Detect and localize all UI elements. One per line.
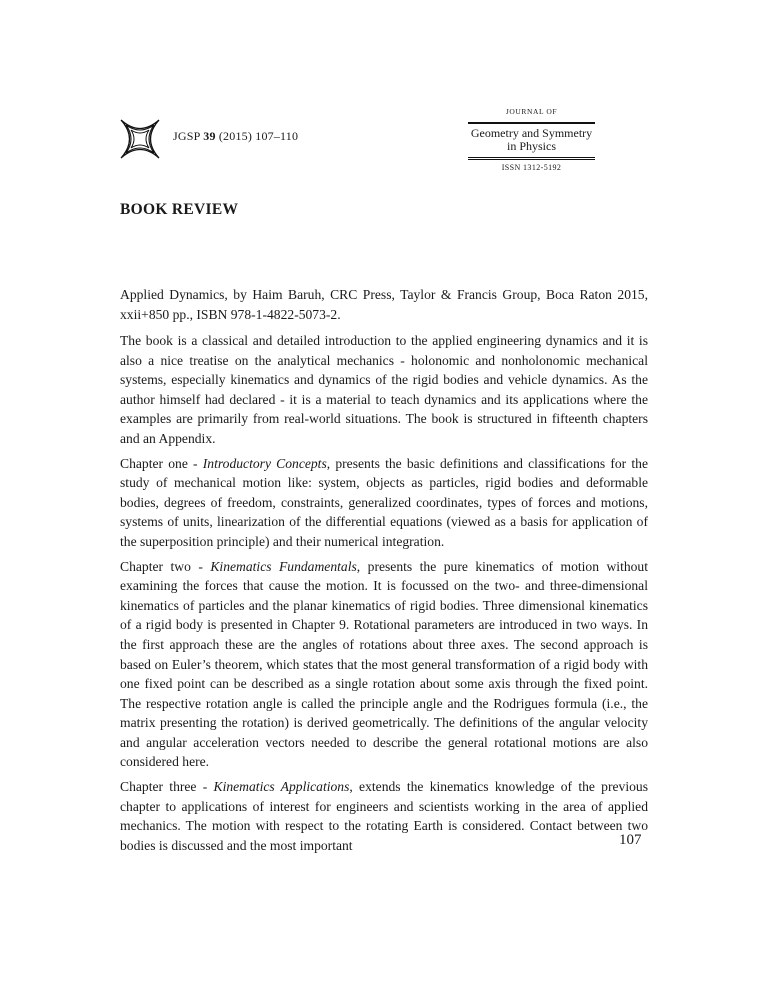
chapter-one-text: , presents the basic definitions and classifications for the study of mechanical motion like: system, objects as particles, rigid bodies and deformable bodies, degrees of freedom, constraints, generalized coordinates, types of forces and motions, systems of units, linearization of the differential equations (viewed as a basis for application of the superposition principle) and their numerical integration.: [120, 455, 648, 549]
journal-citation: [173, 129, 298, 144]
chapter-two-title: Kinematics Fundamentals: [210, 558, 357, 574]
review-body: [120, 331, 648, 860]
book-reference: Applied Dynamics, by Haim Baruh, CRC Press, Taylor & Francis Group, Boca Raton 2015, xxii+850 pp., ISBN 978-1-4822-5073-2.: [120, 287, 648, 322]
chapter-two-lead: Chapter two -: [120, 558, 211, 574]
section-title: BOOK REVIEW: [120, 201, 239, 218]
paragraph-chapter-one: [120, 454, 648, 552]
citation-prefix: JGSP: [173, 129, 201, 143]
page-number: 107: [619, 832, 642, 848]
journal-name-line2: in Physics: [506, 139, 556, 153]
journal-issn: ISSN 1312-5192: [501, 163, 562, 172]
chapter-two-text: , presents the pure kinematics of motion without examining the forces that cause the motion. It is focussed on the two- and three-dimensional kinematics of particles and the planar kinematics of rigid bodies. Three dimensional kinematics of a rigid body is presented in Chapter 9. Rotational parameters are introduced in two ways. In the first approach these are the angles of rotations about three axes. The second approach is based on Euler’s theorem, which states that the most general transformation of a rigid body with one fixed point can be described as a single rotation about some axis through the fixed point. The respective rotation angle is called the principle angle and the Rodrigues formula (i.e., the matrix presenting the rotation) is derived geometrically. The definitions of the angular velocity and angular acceleration vectors needed to describe the general rotational motions are also considered here.: [120, 558, 649, 770]
paragraph-chapter-two: [120, 557, 648, 773]
chapter-one-lead: Chapter one -: [120, 455, 203, 471]
journal-name-line1: Geometry and Symmetry: [470, 126, 593, 140]
paragraph-intro: The book is a classical and detailed introduction to the applied engineering dynamics and it is also a nice treatise on the analytical mechanics - holonomic and nonholonomic mechanical systems, especially kinematics and dynamics of the rigid bodies and vehicle dynamics. As the author himself had declared - it is a material to teach dynamics and its applications where the examples are primarily from real-world situations. The book is structured in fifteenth chapters and an Appendix.: [120, 333, 648, 446]
chapter-three-text: , extends the kinematics knowledge of the previous chapter to applications of interest for engineers and scientists working in the area of applied mechanics. The motion with respect to the rotating Earth is considered. Contact between two bodies is discussed and the most important: [120, 779, 649, 853]
citation-pages: (2015) 107–110: [218, 129, 299, 143]
paragraph-chapter-three: [120, 777, 648, 855]
chapter-three-title: Kinematics Applications: [213, 779, 350, 795]
journal-masthead: [468, 107, 595, 172]
journal-name: [468, 124, 595, 157]
chapter-three-lead: Chapter three -: [120, 779, 214, 795]
citation-volume: 39: [203, 129, 216, 143]
journal-logo-icon: [120, 119, 160, 159]
journal-of-label: JOURNAL OF: [505, 107, 558, 116]
chapter-one-title: Introductory Concepts: [202, 455, 327, 471]
